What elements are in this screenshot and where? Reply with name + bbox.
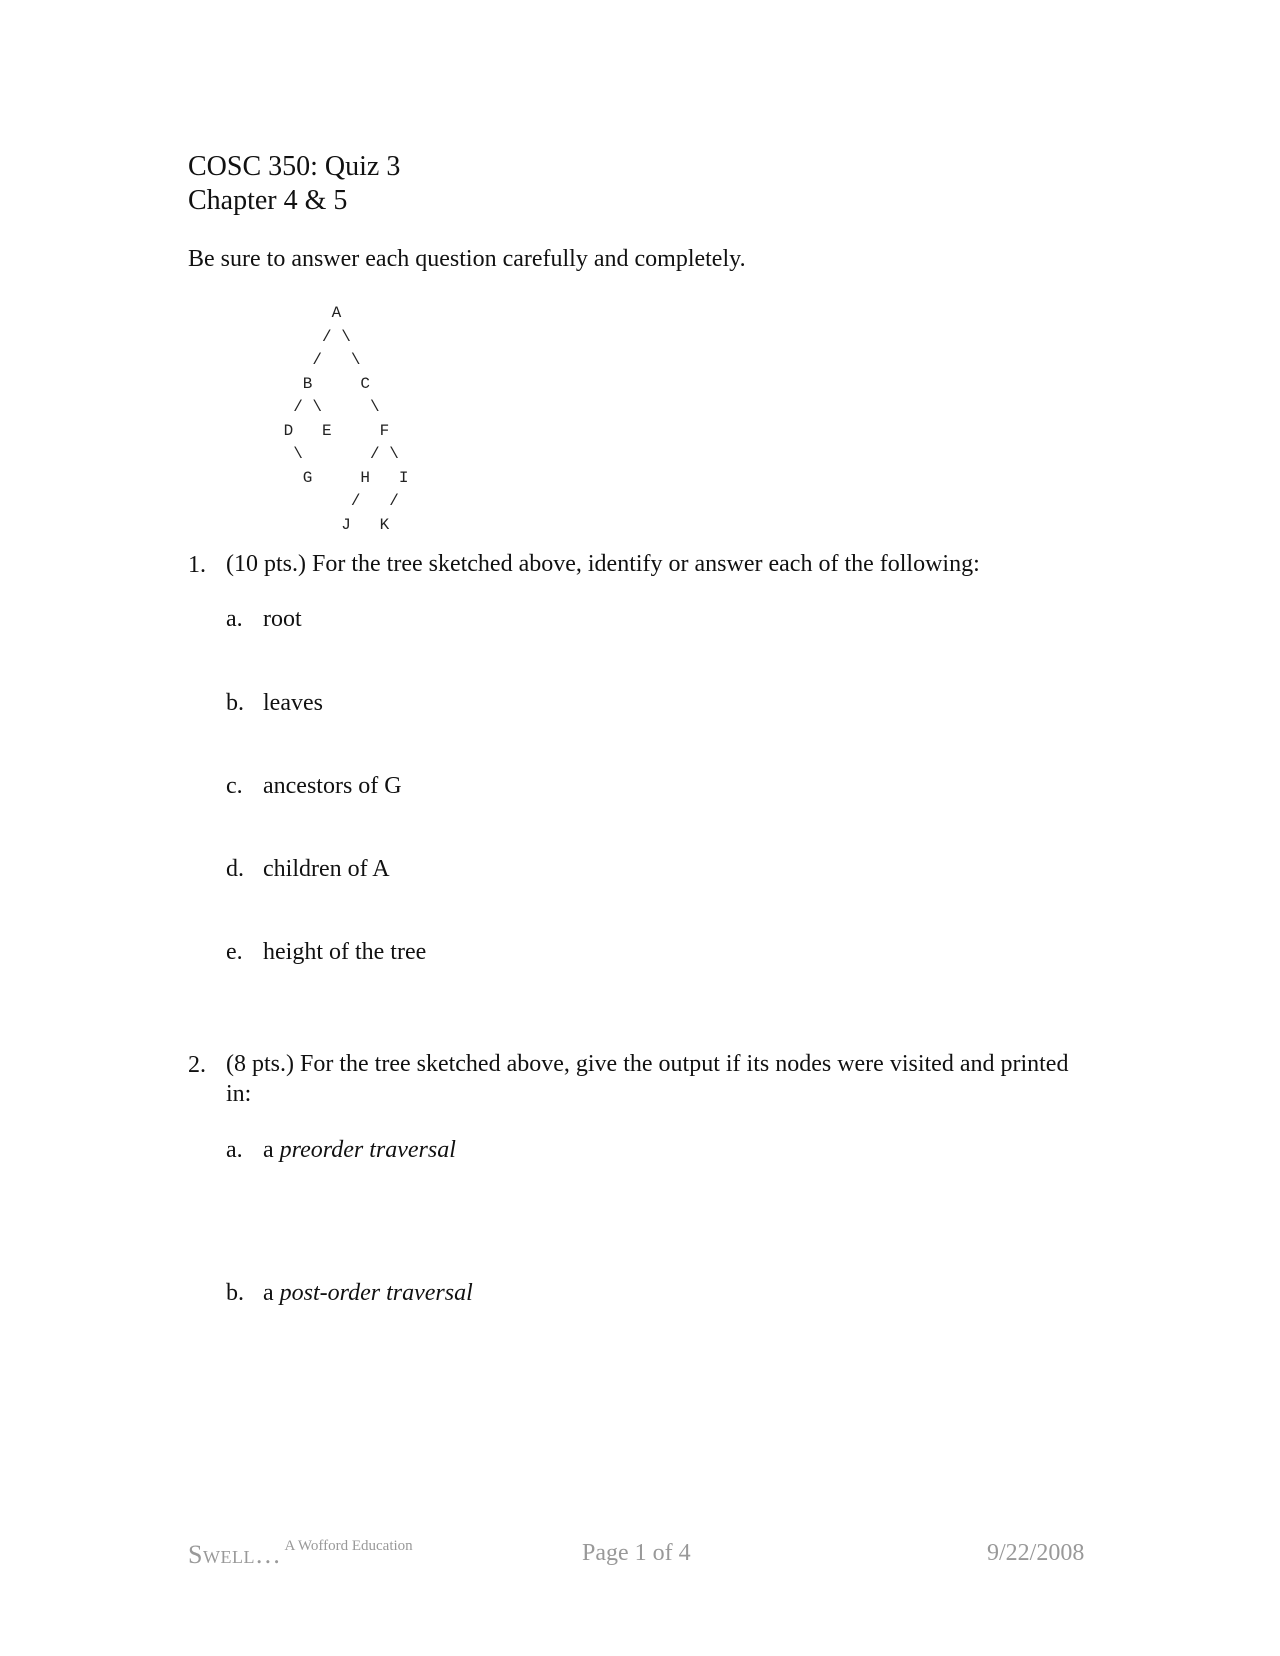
question-2-text: (8 pts.) For the tree sketched above, give the output if its nodes were visited and printed in:	[226, 1051, 1069, 1107]
page-title: COSC 350: Quiz 3	[188, 151, 401, 182]
chapter-subtitle: Chapter 4 & 5	[188, 185, 348, 216]
footer-brand-name: Swell…	[188, 1540, 282, 1569]
question-1c-text: ancestors of G	[263, 773, 402, 799]
question-2a-emphasis: preorder traversal	[279, 1137, 456, 1163]
question-1-text: (10 pts.) For the tree sketched above, identify or answer each of the following:	[226, 551, 980, 577]
question-1a-text: root	[263, 606, 302, 632]
question-1c-letter: c.	[226, 773, 243, 799]
question-2a-letter: a.	[226, 1137, 243, 1163]
question-1b-text: leaves	[263, 690, 323, 716]
question-2b-emphasis: post-order traversal	[279, 1280, 473, 1306]
footer-brand	[188, 1540, 413, 1570]
question-2b-prefix: a	[263, 1280, 274, 1306]
question-1e-text: height of the tree	[263, 939, 427, 965]
question-1b-letter: b.	[226, 690, 244, 716]
question-2b-letter: b.	[226, 1280, 244, 1306]
question-2b-text	[263, 1280, 473, 1307]
question-1a-letter: a.	[226, 606, 243, 632]
footer-page-number: Page 1 of 4	[582, 1540, 691, 1566]
instructions-text: Be sure to answer each question carefully and completely.	[188, 246, 746, 272]
question-1e-letter: e.	[226, 939, 243, 965]
question-1-number: 1.	[188, 552, 206, 578]
question-2a-text	[263, 1137, 456, 1164]
footer-date: 9/22/2008	[987, 1540, 1085, 1566]
footer-brand-tagline: A Wofford Education	[284, 1538, 413, 1554]
question-1d-letter: d.	[226, 856, 244, 882]
tree-diagram: A / \ / \ B C / \ \ D E F \ / \ G H I / / J K	[283, 304, 409, 534]
question-1d-text: children of A	[263, 856, 390, 882]
question-2a-prefix: a	[263, 1137, 274, 1163]
question-2-number: 2.	[188, 1052, 206, 1078]
